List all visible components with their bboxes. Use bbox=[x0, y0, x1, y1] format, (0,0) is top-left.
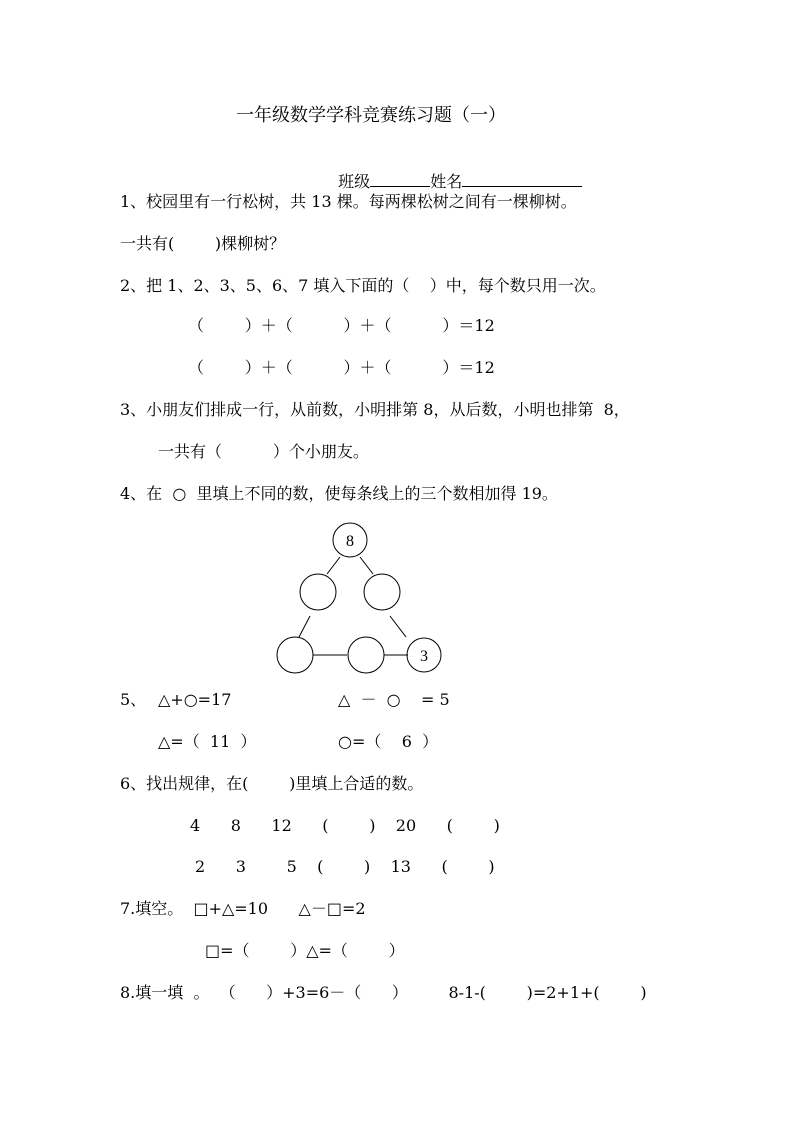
circle-top-value: 8 bbox=[346, 533, 354, 550]
q7-prompt: 7.填空。 □+△=10 △－□=2 bbox=[120, 899, 366, 918]
q1-line2: 一共有( )棵柳树？ bbox=[120, 234, 286, 253]
q3-line2: 一共有（ ）个小朋友。 bbox=[158, 442, 369, 461]
circle-bottom-left bbox=[277, 637, 313, 673]
q5-answer-right: ○=（ 6 ） bbox=[338, 732, 439, 751]
q2-equation-1: （ ）＋（ ）＋（ ）＝12 bbox=[188, 316, 495, 335]
edge-right-top bbox=[360, 557, 373, 574]
page-title: 一年级数学学科竞赛练习题（一） bbox=[236, 105, 506, 126]
q5-equation-right: △ － ○ = 5 bbox=[338, 690, 450, 709]
q8-prompt: 8.填一填 。 （ ）+3=6－（ ） 8-1-( )=2+1+( ) bbox=[120, 983, 647, 1002]
q5-equation-left: △+○=17 bbox=[158, 690, 232, 709]
class-label: 班级 bbox=[338, 172, 371, 191]
q3-line1: 3、小朋友们排成一行，从前数，小明排第 8，从后数，小明也排第 8， bbox=[120, 400, 630, 419]
name-label: 姓名 bbox=[430, 172, 463, 191]
q2-equation-2: （ ）＋（ ）＋（ ）＝12 bbox=[188, 358, 495, 377]
q1-line1: 1、校园里有一行松树，共 13 棵。每两棵松树之间有一棵柳树。 bbox=[120, 192, 577, 211]
q6-sequence-1: 4 8 12 ( ) 20 ( ) bbox=[190, 816, 500, 835]
circle-middle-left bbox=[300, 574, 336, 610]
q5-answer-left: △=（ 11 ） bbox=[158, 732, 257, 751]
circle-middle-right bbox=[364, 574, 400, 610]
circle-bottom-middle bbox=[348, 637, 384, 673]
q4-prompt: 4、在 ○ 里填上不同的数，使每条线上的三个数相加得 19。 bbox=[120, 484, 558, 503]
circle-bottom-right-value: 3 bbox=[420, 648, 428, 665]
header-fields bbox=[328, 150, 582, 192]
triangle-circle-diagram bbox=[270, 518, 450, 678]
q7-answers: □=（ ）△=（ ） bbox=[205, 941, 405, 960]
name-blank bbox=[462, 170, 582, 187]
q6-prompt: 6、找出规律，在( )里填上合适的数。 bbox=[120, 774, 424, 793]
edge-left-bottom bbox=[299, 616, 310, 637]
q6-sequence-2: 2 3 5 ( ) 13 ( ) bbox=[195, 857, 495, 876]
edge-left-top bbox=[327, 557, 340, 574]
q5-label: 5、 bbox=[120, 690, 147, 709]
q2-prompt: 2、把 1、2、3、5、6、7 填入下面的（ ）中，每个数只用一次。 bbox=[120, 276, 606, 295]
class-blank bbox=[370, 170, 430, 187]
edge-right-bottom bbox=[390, 616, 406, 637]
